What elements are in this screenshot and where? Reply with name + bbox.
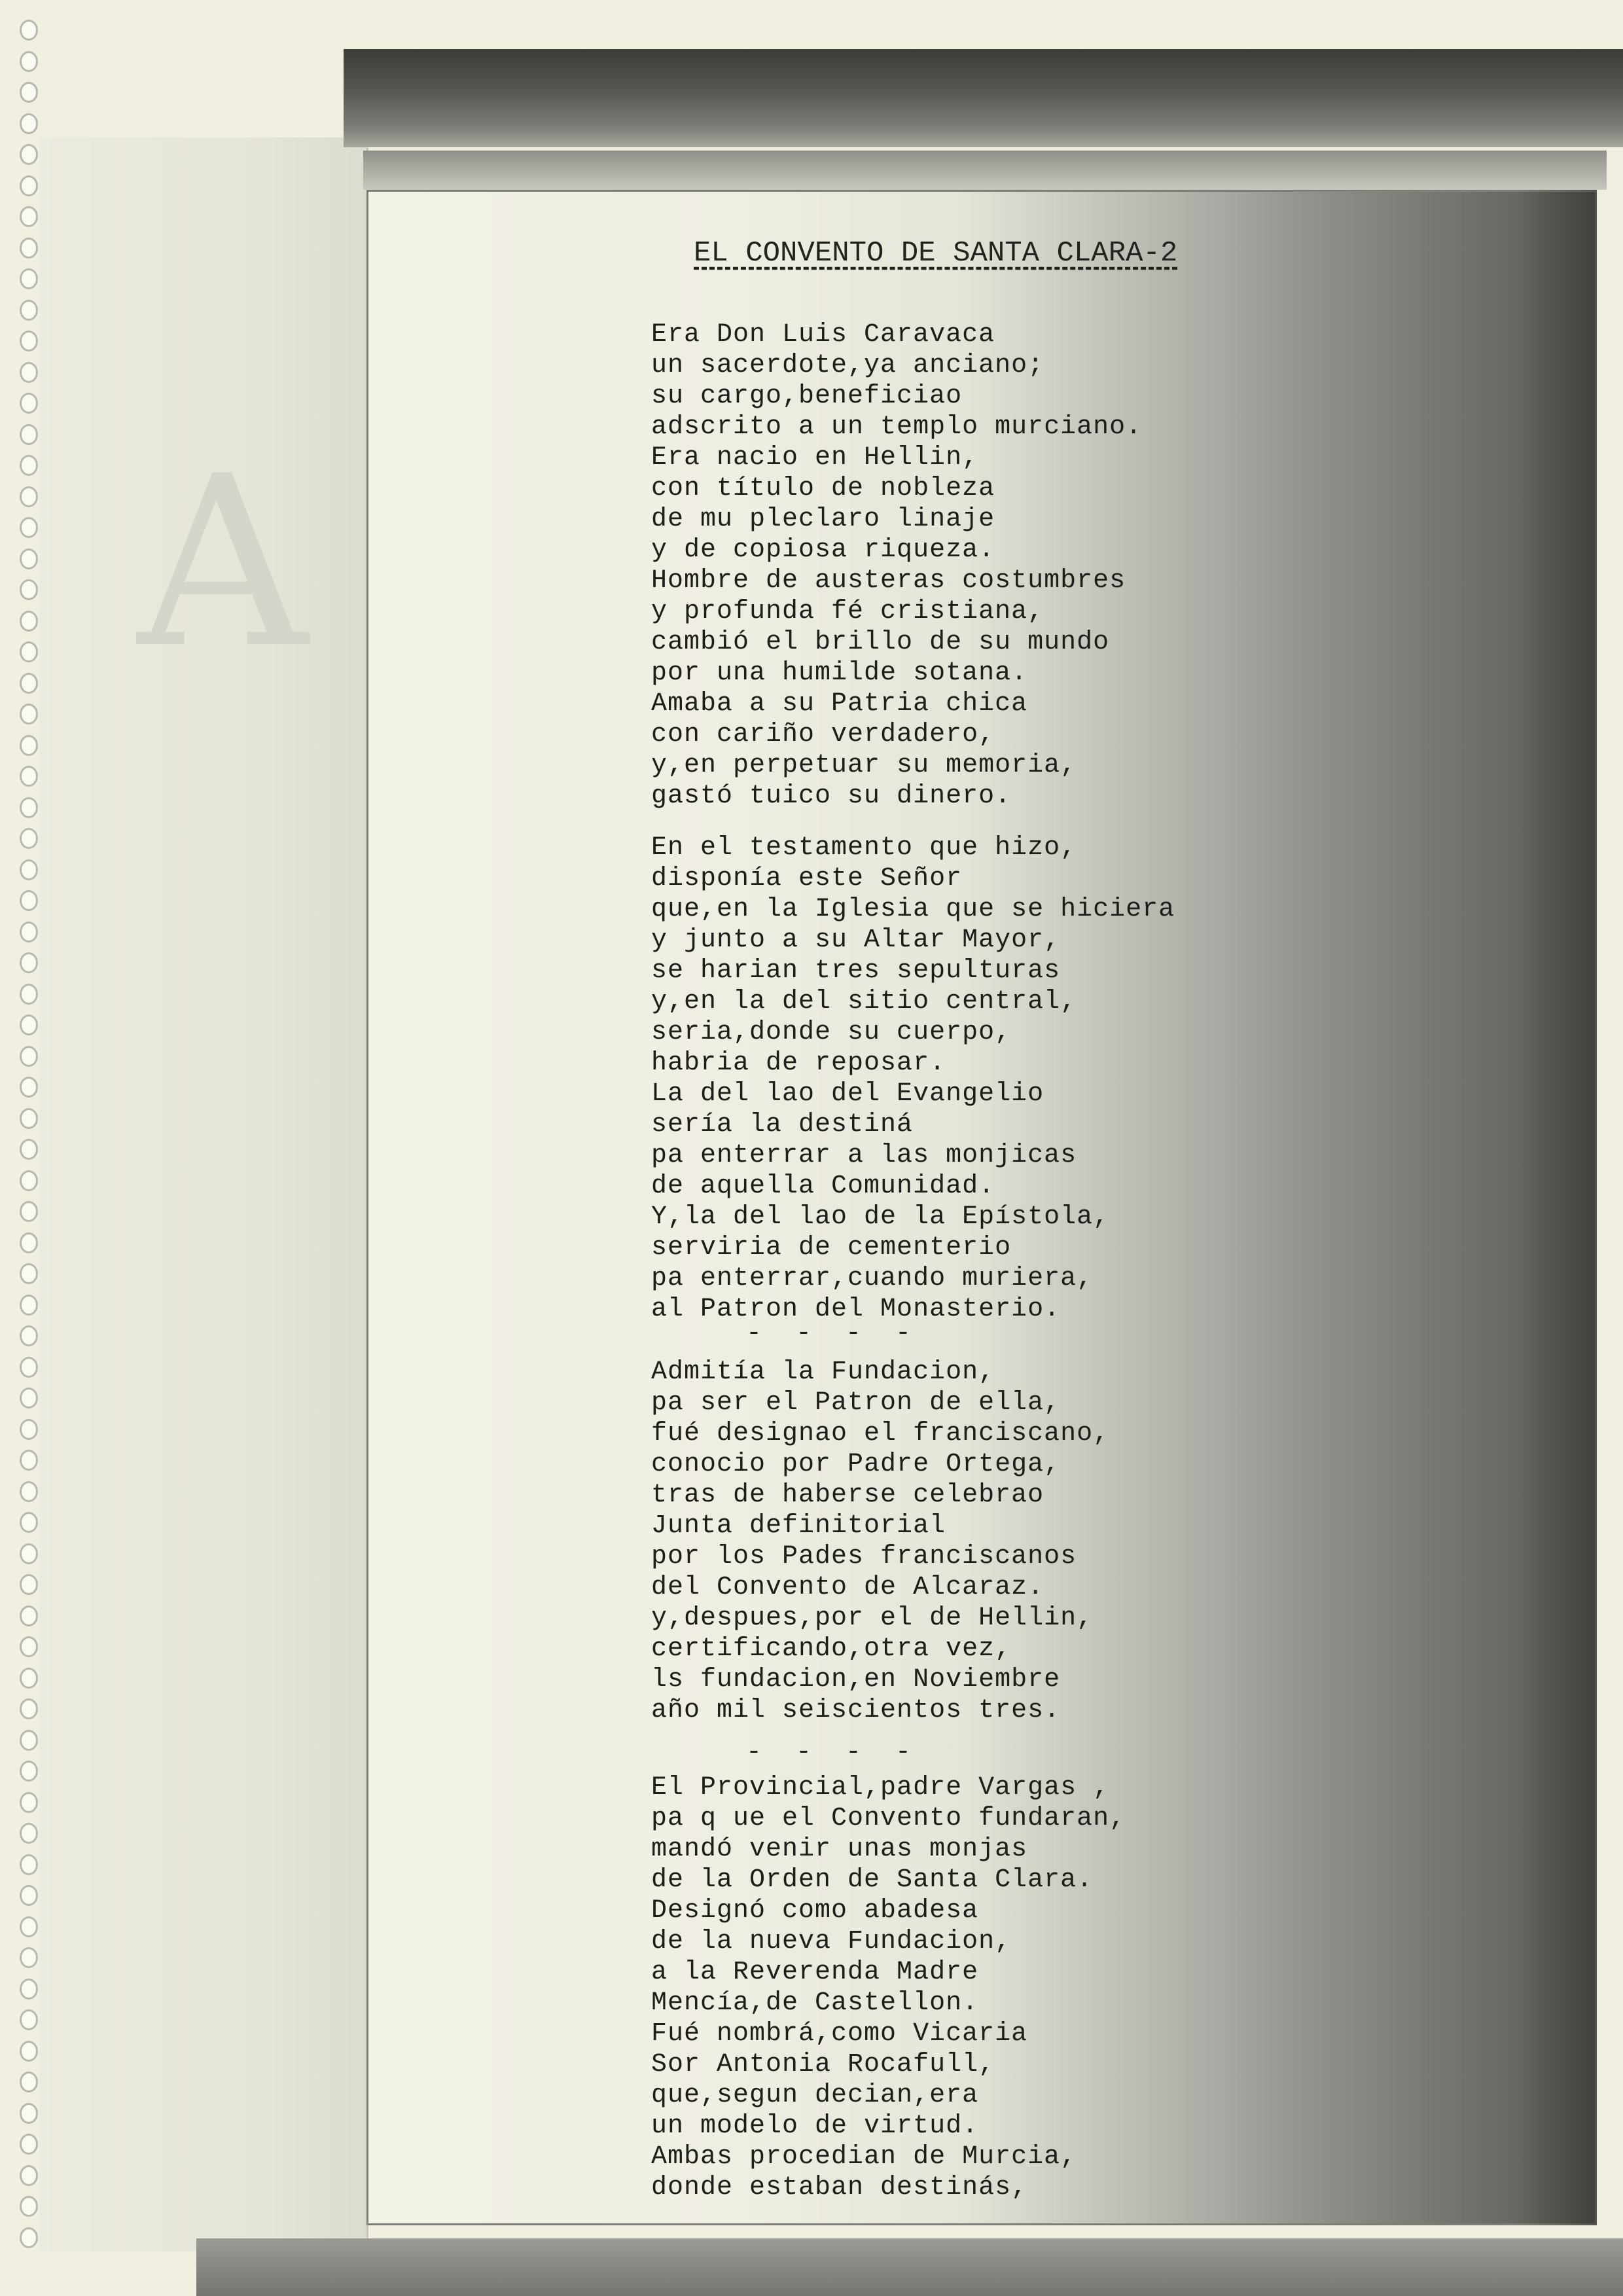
verse-line: Mencía,de Castellon. <box>651 1988 979 2018</box>
binding-hole <box>20 1823 38 1844</box>
verse-line: con cariño verdadero, <box>651 720 995 749</box>
verse-line: ls fundacion,en Noviembre <box>651 1665 1061 1695</box>
binding-hole <box>20 1201 38 1222</box>
verse-line: En el testamento que hizo, <box>651 833 1077 863</box>
verse-line: adscrito a un templo murciano. <box>651 412 1143 442</box>
photocopy-bottom-shadow <box>196 2238 1623 2296</box>
verse-line: a la Reverenda Madre <box>651 1958 979 1987</box>
binding-hole <box>20 797 38 818</box>
binding-hole <box>20 2227 38 2248</box>
verse-line: de aquella Comunidad. <box>651 1172 995 1201</box>
verse-line: habria de reposar. <box>651 1049 946 1078</box>
verse-line: del Convento de Alcaraz. <box>651 1573 1044 1602</box>
binding-hole <box>20 2041 38 2062</box>
binding-hole <box>20 984 38 1005</box>
verse-line: de la Orden de Santa Clara. <box>651 1865 1094 1895</box>
verse-line: que,segun decian,era <box>651 2081 979 2110</box>
binding-hole <box>20 766 38 787</box>
verse-line: La del lao del Evangelio <box>651 1079 1044 1109</box>
verse-line: seria,donde su cuerpo, <box>651 1018 1012 1047</box>
binding-hole <box>20 2134 38 2155</box>
binding-hole <box>20 486 38 507</box>
binding-hole <box>20 890 38 911</box>
verse-line: Sor Antonia Rocafull, <box>651 2050 995 2079</box>
stanza-3 <box>651 1357 1109 1726</box>
verse-line: y,en perpetuar su memoria, <box>651 751 1077 780</box>
stanza-1 <box>651 319 1142 812</box>
binding-hole <box>20 238 38 259</box>
verse-line: Ambas procedian de Murcia, <box>651 2142 1077 2172</box>
verse-line: se harian tres sepulturas <box>651 956 1061 986</box>
binding-hole <box>20 1916 38 1937</box>
binding-hole <box>20 1108 38 1129</box>
verse-line: Designó como abadesa <box>651 1896 979 1926</box>
binding-hole <box>20 952 38 973</box>
verse-line: que,en la Iglesia que se hiciera <box>651 895 1175 924</box>
verse-line: pa ser el Patron de ella, <box>651 1388 1061 1418</box>
binding-hole <box>20 51 38 72</box>
binding-hole <box>20 1263 38 1284</box>
verse-line: conocio por Padre Ortega, <box>651 1450 1061 1479</box>
binding-hole <box>20 1077 38 1098</box>
verse-line: certificando,otra vez, <box>651 1634 1012 1664</box>
verse-line: un sacerdote,ya anciano; <box>651 351 1044 380</box>
binding-hole <box>20 113 38 134</box>
binding-hole <box>20 611 38 632</box>
verse-line: fué designao el franciscano, <box>651 1419 1110 1448</box>
stanza-4 <box>651 1772 1126 2203</box>
binding-hole <box>20 1574 38 1595</box>
binding-hole <box>20 1170 38 1191</box>
verse-line: cambió el brillo de su mundo <box>651 628 1110 657</box>
binding-hole <box>20 1295 38 1316</box>
binding-hole <box>20 20 38 41</box>
verse-line: Era Don Luis Caravaca <box>651 320 995 350</box>
binding-hole <box>20 175 38 196</box>
binding-hole <box>20 1357 38 1378</box>
verse-line: disponía este Señor <box>651 864 963 893</box>
verse-line: Admitía la Fundacion, <box>651 1357 995 1387</box>
binding-hole <box>20 673 38 694</box>
binding-hole <box>20 393 38 414</box>
binding-hole <box>20 1139 38 1160</box>
underlying-page <box>39 137 368 2251</box>
verse-line: gastó tuico su dinero. <box>651 781 1012 811</box>
verse-line: tras de haberse celebrao <box>651 1480 1044 1510</box>
binding-hole <box>20 641 38 662</box>
faded-bleed-through: A <box>137 425 321 700</box>
binding-hole <box>20 2009 38 2030</box>
photocopy-top-shadow <box>344 49 1623 147</box>
binding-hole <box>20 1605 38 1626</box>
stanza-separator: - - - - <box>746 1738 921 1767</box>
verse-line: donde estaban destinás, <box>651 2173 1028 2202</box>
binding-hole <box>20 1325 38 1346</box>
verse-line: Junta definitorial <box>651 1511 946 1541</box>
verse-line: Y,la del lao de la Epístola, <box>651 1202 1110 1232</box>
verse-line: sería la destiná <box>651 1110 914 1139</box>
verse-line: El Provincial,padre Vargas , <box>651 1773 1110 1803</box>
binding-hole <box>20 579 38 600</box>
verse-line: su cargo,beneficiao <box>651 382 963 411</box>
binding-hole <box>20 1698 38 1719</box>
binding-hole <box>20 1854 38 1875</box>
stanza-separator: - - - - <box>746 1319 921 1348</box>
page-right-shade <box>1518 190 1597 2225</box>
page-title: EL CONVENTO DE SANTA CLARA-2 <box>694 237 1178 270</box>
verse-line: con título de nobleza <box>651 474 995 503</box>
verse-line: al Patron del Monasterio. <box>651 1295 1061 1324</box>
verse-line: mandó venir unas monjas <box>651 1835 1028 1864</box>
binding-hole <box>20 1450 38 1471</box>
binding-hole <box>20 1512 38 1533</box>
binding-hole <box>20 1668 38 1689</box>
binding-hole <box>20 1730 38 1751</box>
binding-hole <box>20 331 38 351</box>
binding-hole <box>20 144 38 165</box>
verse-line: y junto a su Altar Mayor, <box>651 925 1061 955</box>
binding-hole <box>20 828 38 849</box>
photocopy-top-edge <box>363 151 1607 190</box>
binding-hole <box>20 704 38 725</box>
verse-line: por una humilde sotana. <box>651 658 1028 688</box>
verse-line: Fué nombrá,como Vicaria <box>651 2019 1028 2049</box>
binding-hole <box>20 82 38 103</box>
verse-line: Amaba a su Patria chica <box>651 689 1028 719</box>
binding-hole <box>20 206 38 227</box>
binding-hole <box>20 548 38 569</box>
verse-line: Hombre de austeras costumbres <box>651 566 1126 596</box>
verse-line: de mu pleclaro linaje <box>651 505 995 534</box>
binding-hole <box>20 2072 38 2092</box>
binding-hole <box>20 1046 38 1067</box>
binding-hole <box>20 362 38 383</box>
verse-line: serviria de cementerio <box>651 1233 1012 1263</box>
verse-line: y de copiosa riqueza. <box>651 535 995 565</box>
binding-hole <box>20 1014 38 1035</box>
binding-hole <box>20 1543 38 1564</box>
binding-hole <box>20 859 38 880</box>
binding-hole <box>20 1481 38 1502</box>
verse-line: Era nacio en Hellin, <box>651 443 979 473</box>
binding-hole <box>20 1636 38 1657</box>
binding-hole <box>20 735 38 756</box>
binding-hole <box>20 1979 38 2000</box>
binding-hole <box>20 1232 38 1253</box>
verse-line: pa q ue el Convento fundaran, <box>651 1804 1126 1833</box>
binding-hole <box>20 922 38 942</box>
binding-hole <box>20 1388 38 1408</box>
verse-line: pa enterrar,cuando muriera, <box>651 1264 1094 1293</box>
binding-hole <box>20 2103 38 2124</box>
binding-hole <box>20 1792 38 1813</box>
stanza-2 <box>651 833 1175 1325</box>
verse-line: pa enterrar a las monjicas <box>651 1141 1077 1170</box>
binding-hole <box>20 2196 38 2217</box>
verse-line: un modelo de virtud. <box>651 2111 979 2141</box>
binding-hole <box>20 1419 38 1440</box>
verse-line: y profunda fé cristiana, <box>651 597 1044 626</box>
verse-line: y,despues,por el de Hellin, <box>651 1604 1094 1633</box>
verse-line: y,en la del sitio central, <box>651 987 1077 1016</box>
binding-hole <box>20 424 38 445</box>
binding-hole <box>20 1761 38 1782</box>
binding-hole <box>20 268 38 289</box>
binding-hole <box>20 2165 38 2186</box>
verse-line: año mil seiscientos tres. <box>651 1696 1061 1725</box>
binding-hole <box>20 1885 38 1906</box>
binding-hole <box>20 517 38 538</box>
verse-line: de la nueva Fundacion, <box>651 1927 1012 1956</box>
binding-hole <box>20 455 38 476</box>
binding-hole <box>20 300 38 321</box>
binding-hole <box>20 1947 38 1968</box>
verse-line: por los Pades franciscanos <box>651 1542 1077 1571</box>
